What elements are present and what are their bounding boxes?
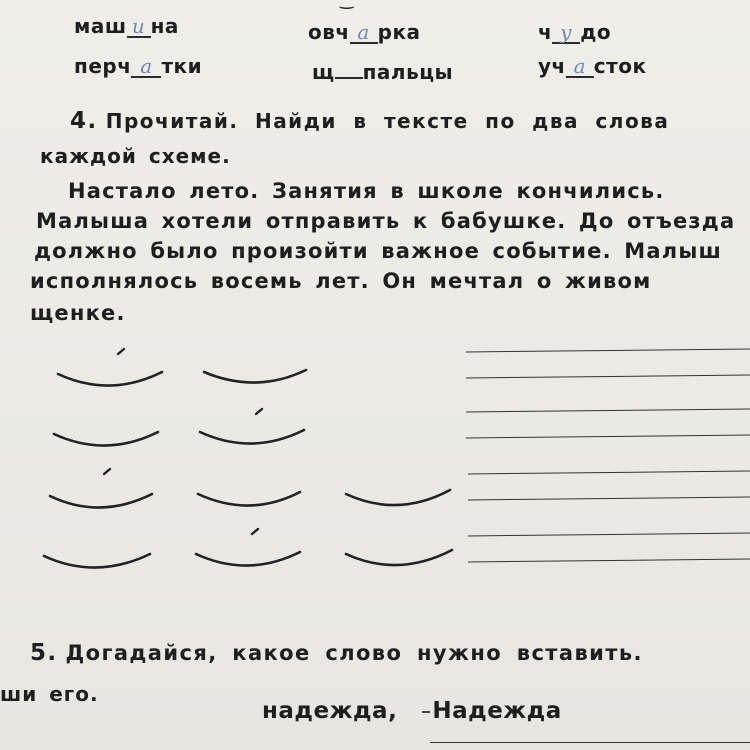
syllable-arc [50, 494, 152, 508]
task-4-instruction-cont: каждой схеме. [40, 144, 231, 168]
passage-line: исполнялось восемь лет. Он мечтал о живом [30, 269, 652, 293]
syllable-arc [346, 490, 450, 505]
syllable-arc [204, 370, 306, 383]
task-5-instruction: 5. Догадайся, какое слово нужно вставить. [30, 640, 643, 666]
syllable-arc [198, 492, 300, 506]
word-item: щ пальцы [312, 60, 454, 84]
word-item: овч а рка [308, 20, 421, 44]
syllable-arc [346, 550, 452, 565]
stress-mark [256, 409, 262, 414]
syllable-arc [58, 372, 162, 386]
word-item: перч а тки [74, 54, 203, 78]
option-capitalized: Надежда [432, 698, 562, 724]
syllable-arc [200, 430, 304, 444]
stress-mark [104, 469, 110, 474]
syllable-arc [44, 554, 150, 568]
passage-line: Настало лето. Занятия в школе кончились. [68, 179, 665, 203]
dash-mark [422, 711, 430, 713]
task-5-instruction-cont: ши его. [0, 682, 99, 706]
answer-line[interactable] [430, 742, 750, 743]
task-5-options [262, 698, 562, 724]
passage-line: щенке. [30, 301, 126, 325]
syllable-arc [54, 432, 158, 446]
passage-line: должно было произойти важное событие. Малыш [34, 239, 723, 263]
stress-mark [118, 349, 124, 354]
task-4-instruction: 4. Прочитай. Найди в тексте по два слова [70, 108, 670, 134]
passage-line: Малыша хотели отправить к бабушке. До отъезда [36, 209, 736, 233]
stress-mark [252, 529, 258, 534]
word-item: уч а сток [538, 54, 647, 78]
syllable-arc [196, 552, 300, 566]
option-lowercase: надежда, [262, 698, 398, 724]
word-item: маш и на [74, 14, 179, 38]
word-item: ч у до [538, 20, 612, 44]
